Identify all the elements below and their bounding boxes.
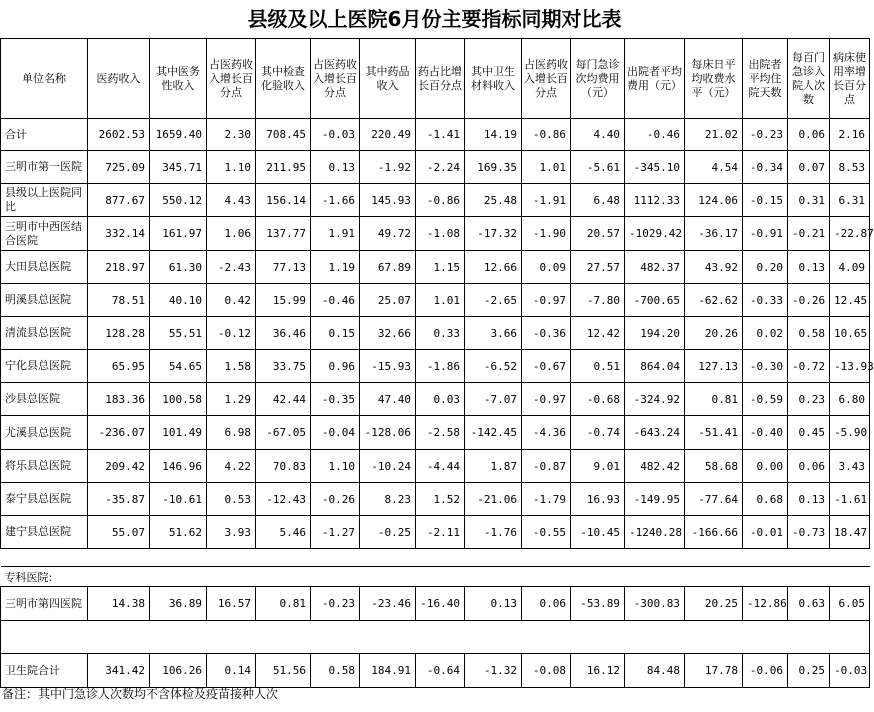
value-cell: -7.07	[465, 383, 522, 416]
footnote: 备注：其中门急诊人次数均不含体检及疫苗接种人次	[2, 687, 279, 701]
value-cell: 1.29	[207, 383, 256, 416]
value-cell: 16.12	[571, 654, 625, 688]
unit-name-cell: 尤溪县总医院	[1, 416, 88, 450]
value-cell: 482.37	[625, 251, 685, 284]
value-cell: 27.57	[571, 251, 625, 284]
table-row	[1, 416, 870, 450]
value-cell: -0.40	[743, 416, 788, 450]
value-cell: -67.05	[256, 416, 311, 450]
unit-name-cell: 明溪县总医院	[1, 284, 88, 317]
value-cell: -5.90	[830, 416, 870, 450]
value-cell: 9.01	[571, 450, 625, 483]
value-cell: -0.97	[522, 383, 571, 416]
table-row	[1, 450, 870, 483]
table-row	[1, 317, 870, 350]
value-cell: -0.21	[788, 217, 830, 251]
value-cell: 6.80	[830, 383, 870, 416]
value-cell: -17.32	[465, 217, 522, 251]
value-cell: 0.02	[743, 317, 788, 350]
value-cell: -0.87	[522, 450, 571, 483]
column-header: 占医药收入增长百分点	[311, 39, 360, 119]
value-cell: -0.34	[743, 151, 788, 184]
value-cell: 21.02	[685, 119, 743, 151]
value-cell: -15.93	[360, 350, 416, 383]
value-cell: -0.01	[743, 516, 788, 549]
value-cell: 49.72	[360, 217, 416, 251]
value-cell: 161.97	[150, 217, 207, 251]
value-cell: 12.45	[830, 284, 870, 317]
table-row	[1, 119, 870, 151]
value-cell: 1.10	[311, 450, 360, 483]
value-cell: 6.48	[571, 184, 625, 217]
value-cell: 47.40	[360, 383, 416, 416]
unit-name-cell: 卫生院合计	[1, 654, 88, 688]
value-cell: -12.43	[256, 483, 311, 516]
value-cell: 3.66	[465, 317, 522, 350]
value-cell: 2.16	[830, 119, 870, 151]
table-row	[1, 516, 870, 549]
value-cell: -0.36	[522, 317, 571, 350]
value-cell: 864.04	[625, 350, 685, 383]
unit-name-cell: 清流县总医院	[1, 317, 88, 350]
indicator-table	[0, 38, 874, 688]
value-cell: -12.86	[743, 587, 788, 621]
value-cell: -0.97	[522, 284, 571, 317]
value-cell: 0.81	[685, 383, 743, 416]
value-cell: 58.68	[685, 450, 743, 483]
value-cell: 0.33	[416, 317, 465, 350]
value-cell: -1.61	[830, 483, 870, 516]
value-cell: -0.67	[522, 350, 571, 383]
value-cell: -0.06	[743, 654, 788, 688]
value-cell: 18.47	[830, 516, 870, 549]
value-cell: 183.36	[88, 383, 150, 416]
value-cell: 0.15	[311, 317, 360, 350]
unit-name-cell: 建宁县总医院	[1, 516, 88, 549]
value-cell: 0.25	[788, 654, 830, 688]
value-cell: 0.03	[416, 383, 465, 416]
table-row	[1, 184, 870, 217]
value-cell: 0.09	[522, 251, 571, 284]
value-cell: -1240.28	[625, 516, 685, 549]
spacer-cell	[1, 549, 870, 567]
column-header: 占医药收入增长百分点	[207, 39, 256, 119]
value-cell: 211.95	[256, 151, 311, 184]
value-cell: 6.05	[830, 587, 870, 621]
column-header: 每百门急诊入院人次数	[788, 39, 830, 119]
value-cell: -236.07	[88, 416, 150, 450]
value-cell: 0.81	[256, 587, 311, 621]
value-cell: 482.42	[625, 450, 685, 483]
unit-name-cell: 县级以上医院同比	[1, 184, 88, 217]
value-cell: 0.68	[743, 483, 788, 516]
value-cell: 6.98	[207, 416, 256, 450]
table-row	[1, 654, 870, 688]
value-cell: 0.00	[743, 450, 788, 483]
value-cell: 12.42	[571, 317, 625, 350]
value-cell: 55.07	[88, 516, 150, 549]
table-row	[1, 587, 870, 621]
value-cell: -1.79	[522, 483, 571, 516]
value-cell: 54.65	[150, 350, 207, 383]
table-body	[1, 39, 874, 688]
value-cell: 4.22	[207, 450, 256, 483]
value-cell: 1.52	[416, 483, 465, 516]
value-cell: 3.43	[830, 450, 870, 483]
value-cell: -0.86	[522, 119, 571, 151]
value-cell: -1.08	[416, 217, 465, 251]
column-header: 病床使用率增长百分点	[830, 39, 870, 119]
value-cell: 61.30	[150, 251, 207, 284]
table-row	[1, 350, 870, 383]
value-cell: 20.57	[571, 217, 625, 251]
column-header: 每床日平均收费水平（元）	[685, 39, 743, 119]
value-cell: 725.09	[88, 151, 150, 184]
value-cell: 42.44	[256, 383, 311, 416]
column-header: 其中卫生材料收入	[465, 39, 522, 119]
value-cell: -700.65	[625, 284, 685, 317]
value-cell: -0.12	[207, 317, 256, 350]
value-cell: -0.23	[311, 587, 360, 621]
value-cell: 51.62	[150, 516, 207, 549]
value-cell: 17.78	[685, 654, 743, 688]
value-cell: 2.30	[207, 119, 256, 151]
value-cell: 15.99	[256, 284, 311, 317]
value-cell: 0.06	[522, 587, 571, 621]
value-cell: 4.09	[830, 251, 870, 284]
value-cell: -21.06	[465, 483, 522, 516]
value-cell: 1.01	[416, 284, 465, 317]
value-cell: 5.46	[256, 516, 311, 549]
value-cell: -77.64	[685, 483, 743, 516]
value-cell: 2602.53	[88, 119, 150, 151]
value-cell: 70.83	[256, 450, 311, 483]
value-cell: -128.06	[360, 416, 416, 450]
value-cell: -0.35	[311, 383, 360, 416]
unit-name-cell: 合计	[1, 119, 88, 151]
value-cell: 124.06	[685, 184, 743, 217]
value-cell: 0.96	[311, 350, 360, 383]
value-cell: 1.87	[465, 450, 522, 483]
value-cell: -6.52	[465, 350, 522, 383]
value-cell: 106.26	[150, 654, 207, 688]
value-cell: -2.65	[465, 284, 522, 317]
column-header: 其中检查化验收入	[256, 39, 311, 119]
value-cell: -0.72	[788, 350, 830, 383]
table-row	[1, 217, 870, 251]
spacer-row	[1, 549, 870, 567]
value-cell: -4.36	[522, 416, 571, 450]
value-cell: 4.54	[685, 151, 743, 184]
value-cell: 0.14	[207, 654, 256, 688]
value-cell: 708.45	[256, 119, 311, 151]
value-cell: 0.13	[465, 587, 522, 621]
value-cell: -10.45	[571, 516, 625, 549]
value-cell: 14.19	[465, 119, 522, 151]
value-cell: 1.19	[311, 251, 360, 284]
value-cell: 8.53	[830, 151, 870, 184]
value-cell: -10.61	[150, 483, 207, 516]
unit-name-cell: 沙县总医院	[1, 383, 88, 416]
value-cell: 84.48	[625, 654, 685, 688]
value-cell: -1.41	[416, 119, 465, 151]
column-header: 每门急诊次均费用（元）	[571, 39, 625, 119]
value-cell: -16.40	[416, 587, 465, 621]
value-cell: 1.15	[416, 251, 465, 284]
column-header: 药占比增长百分点	[416, 39, 465, 119]
value-cell: -2.24	[416, 151, 465, 184]
value-cell: -345.10	[625, 151, 685, 184]
value-cell: 0.13	[788, 251, 830, 284]
value-cell: -166.66	[685, 516, 743, 549]
value-cell: 16.93	[571, 483, 625, 516]
value-cell: 67.89	[360, 251, 416, 284]
unit-name-cell: 大田县总医院	[1, 251, 88, 284]
value-cell: -4.44	[416, 450, 465, 483]
value-cell: 0.23	[788, 383, 830, 416]
value-cell: -0.04	[311, 416, 360, 450]
value-cell: 1.91	[311, 217, 360, 251]
value-cell: 184.91	[360, 654, 416, 688]
value-cell: -1.27	[311, 516, 360, 549]
value-cell: -7.80	[571, 284, 625, 317]
value-cell: -0.74	[571, 416, 625, 450]
value-cell: -1.32	[465, 654, 522, 688]
value-cell: 1112.33	[625, 184, 685, 217]
value-cell: 16.57	[207, 587, 256, 621]
header-row	[1, 39, 870, 119]
table-row	[1, 383, 870, 416]
value-cell: -0.08	[522, 654, 571, 688]
unit-name-cell: 将乐县总医院	[1, 450, 88, 483]
section-label: 专科医院:	[1, 567, 870, 587]
value-cell: -5.61	[571, 151, 625, 184]
value-cell: 10.65	[830, 317, 870, 350]
value-cell: -0.46	[625, 119, 685, 151]
value-cell: 877.67	[88, 184, 150, 217]
report-title: 县级及以上医院6月份主要指标同期对比表	[247, 7, 622, 31]
value-cell: 0.13	[788, 483, 830, 516]
value-cell: 78.51	[88, 284, 150, 317]
unit-name-cell: 泰宁县总医院	[1, 483, 88, 516]
value-cell: 1.10	[207, 151, 256, 184]
value-cell: -0.91	[743, 217, 788, 251]
value-cell: 345.71	[150, 151, 207, 184]
value-cell: 127.13	[685, 350, 743, 383]
value-cell: -0.25	[360, 516, 416, 549]
value-cell: 77.13	[256, 251, 311, 284]
unit-name-cell: 三明市中西医结合医院	[1, 217, 88, 251]
value-cell: -300.83	[625, 587, 685, 621]
section-row	[1, 567, 870, 587]
value-cell: 0.06	[788, 119, 830, 151]
value-cell: -36.17	[685, 217, 743, 251]
value-cell: 550.12	[150, 184, 207, 217]
value-cell: 32.66	[360, 317, 416, 350]
value-cell: -0.26	[311, 483, 360, 516]
value-cell: -0.03	[311, 119, 360, 151]
empty-cell	[1, 621, 870, 654]
value-cell: -1.76	[465, 516, 522, 549]
table-row	[1, 483, 870, 516]
value-cell: 156.14	[256, 184, 311, 217]
column-header: 占医药收入增长百分点	[522, 39, 571, 119]
value-cell: 51.56	[256, 654, 311, 688]
table-row	[1, 251, 870, 284]
value-cell: -22.87	[830, 217, 870, 251]
value-cell: 3.93	[207, 516, 256, 549]
value-cell: 25.48	[465, 184, 522, 217]
value-cell: -1.66	[311, 184, 360, 217]
value-cell: -0.73	[788, 516, 830, 549]
value-cell: 0.51	[571, 350, 625, 383]
value-cell: 36.89	[150, 587, 207, 621]
value-cell: 341.42	[88, 654, 150, 688]
value-cell: 100.58	[150, 383, 207, 416]
value-cell: 0.31	[788, 184, 830, 217]
value-cell: -1029.42	[625, 217, 685, 251]
value-cell: -0.46	[311, 284, 360, 317]
value-cell: -643.24	[625, 416, 685, 450]
value-cell: 65.95	[88, 350, 150, 383]
unit-name-cell: 三明市第四医院	[1, 587, 88, 621]
value-cell: 14.38	[88, 587, 150, 621]
value-cell: -1.92	[360, 151, 416, 184]
value-cell: -0.33	[743, 284, 788, 317]
value-cell: 128.28	[88, 317, 150, 350]
value-cell: 169.35	[465, 151, 522, 184]
value-cell: 40.10	[150, 284, 207, 317]
value-cell: -0.26	[788, 284, 830, 317]
value-cell: -149.95	[625, 483, 685, 516]
value-cell: -0.23	[743, 119, 788, 151]
column-header: 出院者平均费用（元）	[625, 39, 685, 119]
table-row	[1, 151, 870, 184]
value-cell: 1.06	[207, 217, 256, 251]
value-cell: 0.42	[207, 284, 256, 317]
value-cell: -0.15	[743, 184, 788, 217]
value-cell: 0.45	[788, 416, 830, 450]
value-cell: -0.30	[743, 350, 788, 383]
value-cell: -1.86	[416, 350, 465, 383]
value-cell: 0.63	[788, 587, 830, 621]
value-cell: -0.55	[522, 516, 571, 549]
value-cell: 33.75	[256, 350, 311, 383]
value-cell: 4.40	[571, 119, 625, 151]
value-cell: -324.92	[625, 383, 685, 416]
value-cell: 220.49	[360, 119, 416, 151]
value-cell: 0.07	[788, 151, 830, 184]
table-row	[1, 284, 870, 317]
value-cell: 0.58	[311, 654, 360, 688]
value-cell: 145.93	[360, 184, 416, 217]
value-cell: -0.68	[571, 383, 625, 416]
value-cell: 4.43	[207, 184, 256, 217]
value-cell: -53.89	[571, 587, 625, 621]
value-cell: 0.58	[788, 317, 830, 350]
value-cell: 209.42	[88, 450, 150, 483]
value-cell: -0.03	[830, 654, 870, 688]
value-cell: -51.41	[685, 416, 743, 450]
value-cell: -23.46	[360, 587, 416, 621]
value-cell: 0.20	[743, 251, 788, 284]
value-cell: 218.97	[88, 251, 150, 284]
value-cell: -0.86	[416, 184, 465, 217]
value-cell: -2.11	[416, 516, 465, 549]
empty-row	[1, 621, 870, 654]
column-header: 出院者平均住院天数	[743, 39, 788, 119]
value-cell: 0.06	[788, 450, 830, 483]
value-cell: 137.77	[256, 217, 311, 251]
value-cell: 194.20	[625, 317, 685, 350]
value-cell: 0.13	[311, 151, 360, 184]
value-cell: 332.14	[88, 217, 150, 251]
value-cell: 1659.40	[150, 119, 207, 151]
value-cell: -10.24	[360, 450, 416, 483]
value-cell: -0.59	[743, 383, 788, 416]
value-cell: -1.90	[522, 217, 571, 251]
value-cell: -62.62	[685, 284, 743, 317]
value-cell: -13.93	[830, 350, 870, 383]
value-cell: 12.66	[465, 251, 522, 284]
value-cell: 1.01	[522, 151, 571, 184]
value-cell: -35.87	[88, 483, 150, 516]
column-header: 其中医务性收入	[150, 39, 207, 119]
column-header: 单位名称	[1, 39, 88, 119]
value-cell: -0.64	[416, 654, 465, 688]
value-cell: 25.07	[360, 284, 416, 317]
column-header: 其中药品收入	[360, 39, 416, 119]
value-cell: 8.23	[360, 483, 416, 516]
value-cell: 43.92	[685, 251, 743, 284]
value-cell: 20.26	[685, 317, 743, 350]
value-cell: 101.49	[150, 416, 207, 450]
value-cell: 20.25	[685, 587, 743, 621]
value-cell: -142.45	[465, 416, 522, 450]
value-cell: 146.96	[150, 450, 207, 483]
unit-name-cell: 三明市第一医院	[1, 151, 88, 184]
value-cell: -1.91	[522, 184, 571, 217]
value-cell: 36.46	[256, 317, 311, 350]
value-cell: -2.43	[207, 251, 256, 284]
value-cell: -2.58	[416, 416, 465, 450]
value-cell: 1.58	[207, 350, 256, 383]
value-cell: 6.31	[830, 184, 870, 217]
unit-name-cell: 宁化县总医院	[1, 350, 88, 383]
column-header: 医药收入	[88, 39, 150, 119]
value-cell: 55.51	[150, 317, 207, 350]
value-cell: 0.53	[207, 483, 256, 516]
